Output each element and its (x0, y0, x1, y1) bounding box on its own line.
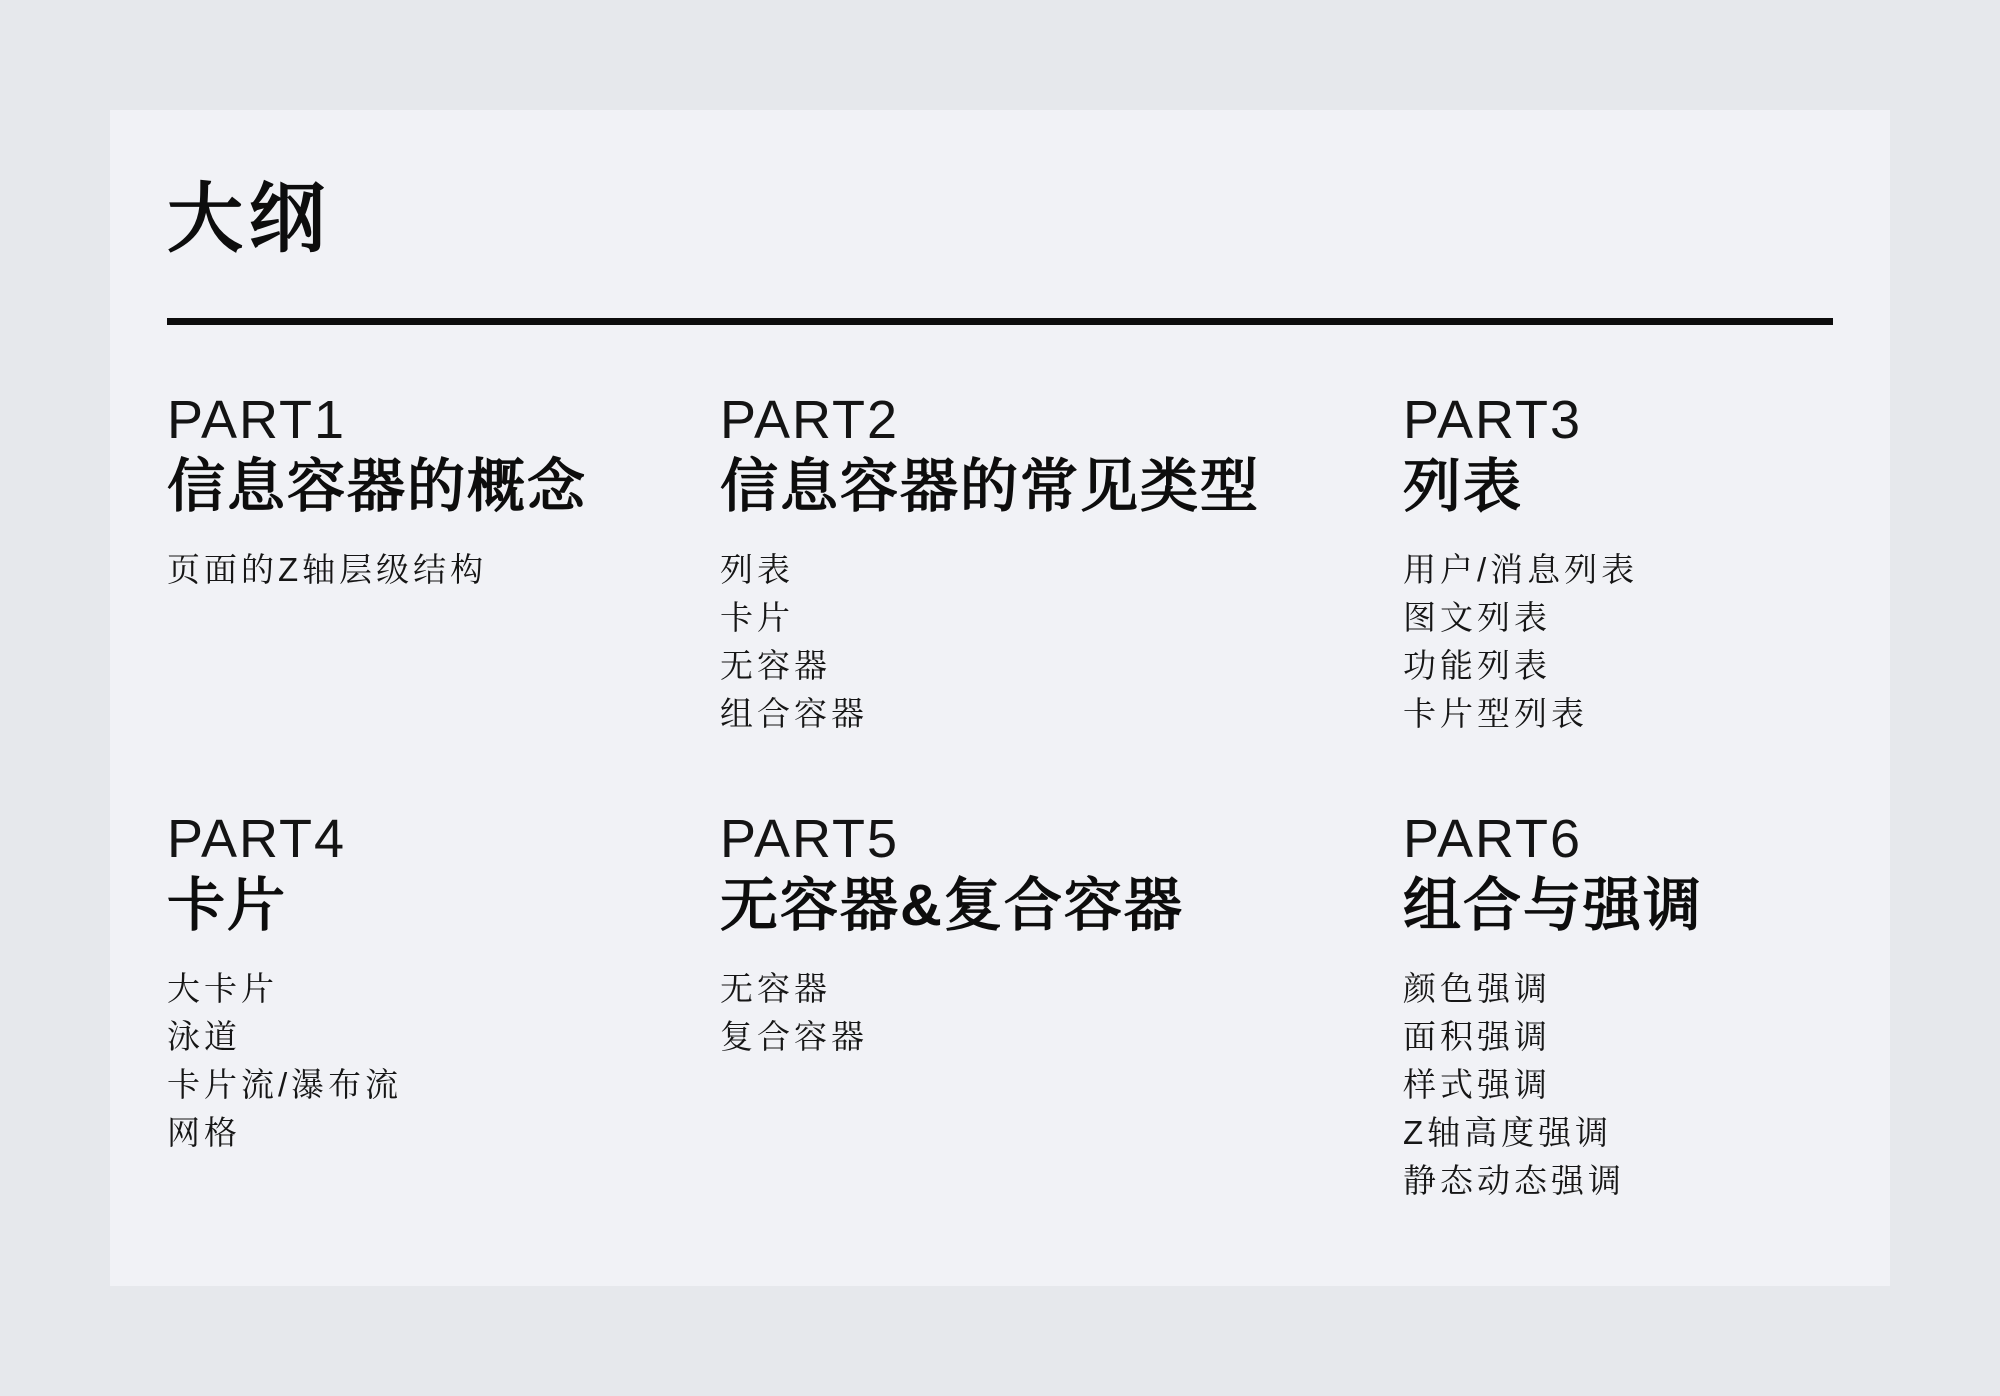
page-title: 大纲 (167, 177, 331, 262)
part-label: PART3 (1403, 389, 1583, 450)
outline-item: 组合容器 (720, 694, 868, 732)
part-label: PART2 (720, 389, 900, 450)
section-heading: 卡片 (167, 872, 288, 938)
part-label: PART6 (1403, 808, 1583, 869)
outline-item: 颜色强调 (1403, 969, 1551, 1007)
item-list (720, 965, 1403, 1061)
outline-item: 复合容器 (720, 1017, 868, 1055)
outline-item: 大卡片 (167, 969, 278, 1007)
slide-card (110, 110, 1890, 1286)
part-label: PART1 (167, 389, 347, 450)
section-part6 (1403, 808, 1833, 1205)
section-heading: 信息容器的概念 (167, 453, 588, 519)
item-list (1403, 965, 1833, 1205)
section-part5 (720, 808, 1403, 1205)
part-label: PART4 (167, 808, 347, 869)
outline-grid (167, 389, 1833, 1205)
outline-item: Z轴高度强调 (1403, 1113, 1613, 1151)
outline-item: 面积强调 (1403, 1017, 1551, 1055)
section-part3 (1403, 389, 1833, 738)
section-heading: 列表 (1403, 453, 1524, 519)
outline-item: 卡片流/瀑布流 (167, 1065, 403, 1103)
outline-item: 静态动态强调 (1403, 1161, 1625, 1199)
outline-item: 页面的Z轴层级结构 (167, 550, 488, 588)
section-heading: 组合与强调 (1403, 872, 1704, 938)
section-part1 (167, 389, 720, 738)
outline-item: 卡片 (720, 598, 794, 636)
outline-item: 功能列表 (1403, 646, 1551, 684)
outline-item: 无容器 (720, 969, 831, 1007)
item-list (1403, 546, 1833, 738)
section-heading: 信息容器的常见类型 (720, 453, 1261, 519)
outline-item: 列表 (720, 550, 794, 588)
item-list (167, 546, 720, 594)
item-list (720, 546, 1403, 738)
item-list (167, 965, 720, 1157)
section-heading: 无容器&复合容器 (720, 872, 1184, 938)
part-label: PART5 (720, 808, 900, 869)
outline-item: 卡片型列表 (1403, 694, 1588, 732)
section-part2 (720, 389, 1403, 738)
section-part4 (167, 808, 720, 1205)
title-divider (167, 318, 1833, 325)
outline-item: 样式强调 (1403, 1065, 1551, 1103)
outline-item: 泳道 (167, 1017, 241, 1055)
outline-item: 图文列表 (1403, 598, 1551, 636)
outline-item: 网格 (167, 1113, 241, 1151)
outline-item: 无容器 (720, 646, 831, 684)
outline-item: 用户/消息列表 (1403, 550, 1639, 588)
